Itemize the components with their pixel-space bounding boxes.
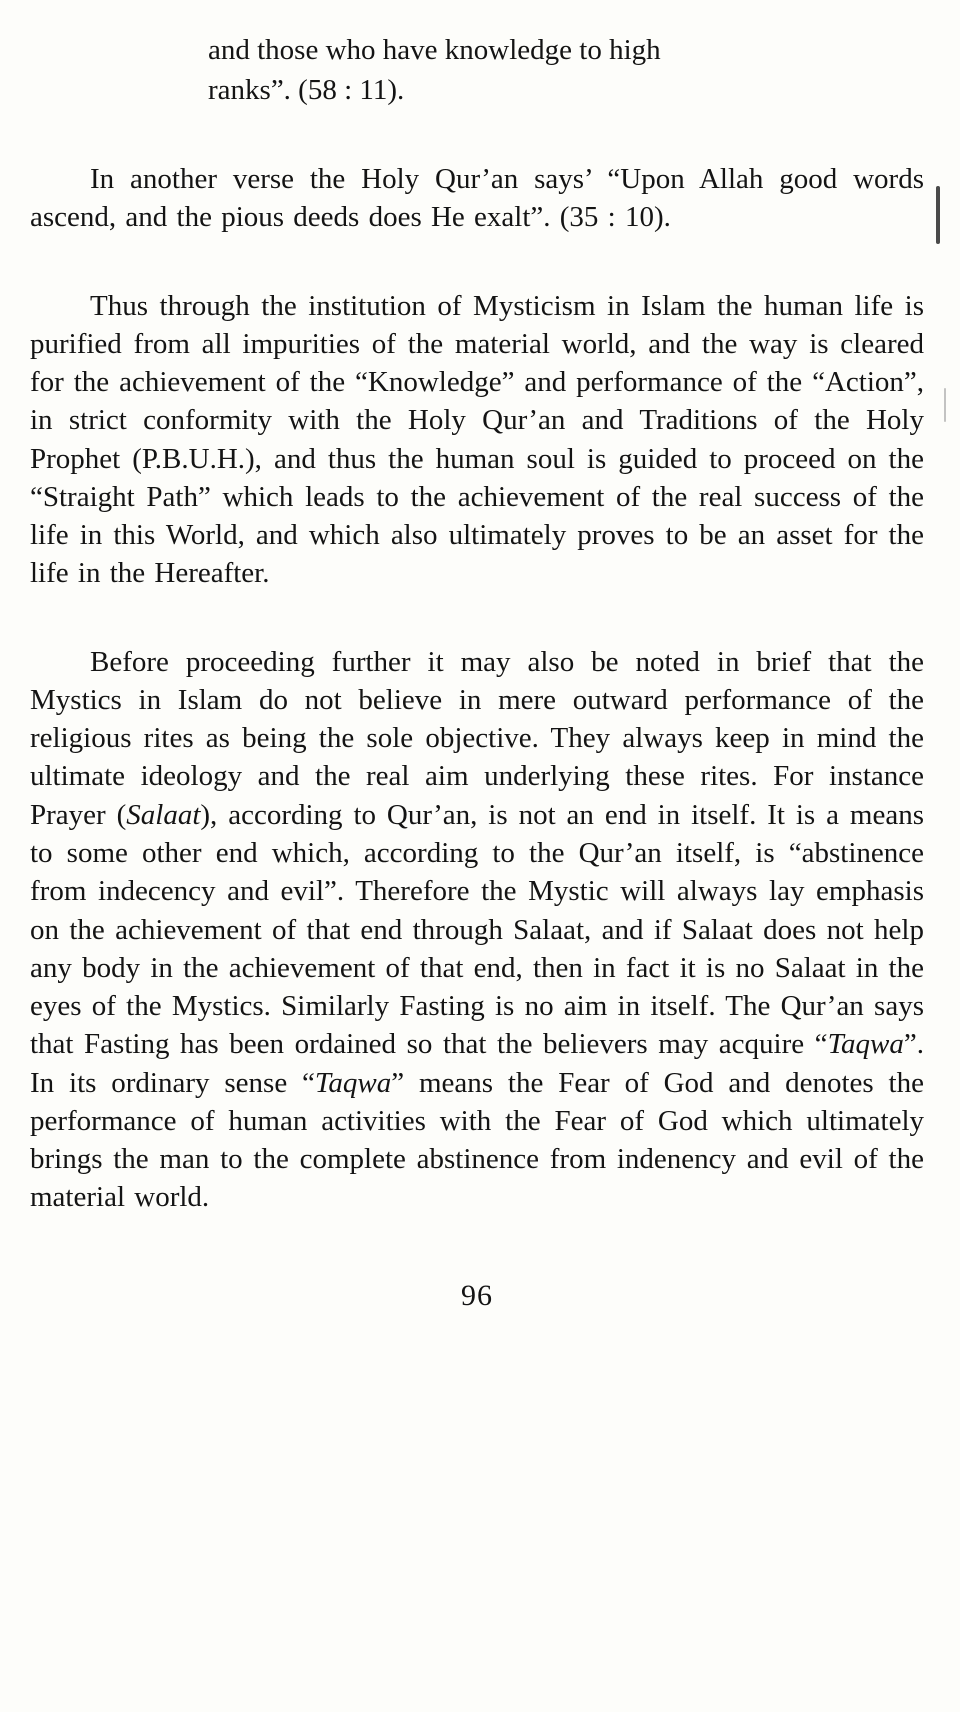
quote-line-1: and those who have knowledge to high <box>208 34 661 66</box>
italic-term: Taqwa <box>314 1066 392 1099</box>
italic-term: Salaat <box>126 798 201 831</box>
paragraph-text: Before proceeding further it may also be noted in brief that the Mystics in Islam do not believe in mere outward performance of the religious rites as being the sole objective. They always keep in mind the ultimate ideology and the real aim underlying these rites. For instance Prayer ( <box>30 645 924 831</box>
paragraph-text: In another verse the Holy Qur’an says’ “Upon Allah good words ascend, and the pious deeds does He exalt”. (35 : 10). <box>30 163 924 234</box>
paragraph <box>30 287 924 593</box>
page-number: 96 <box>461 1278 493 1312</box>
paragraph-text: ” means the Fear of God and denotes the performance of human activities with the Fear of God which ultimately brings the man to the complete abstinence from indenency and evil of the material world. <box>30 1066 924 1214</box>
paragraph-text: Thus through the institution of Mysticism in Islam the human life is purified from all impurities of the material world, and the way is cleared for the achievement of the “Knowledge” and performance of the “Action”, in strict conformity with the Holy Qur’an and Traditions of the Holy Prophet (P.B.U.H.), and thus the human soul is guided to proceed on the “Straight Path” which leads to the achievement of the real success of the life in this World, and which also ultimately proves to be an asset for the life in the Hereafter. <box>30 289 924 590</box>
quote-line-2: ranks”. (58 : 11). <box>208 74 405 107</box>
paragraph <box>30 643 924 1217</box>
scan-artifact <box>936 186 940 244</box>
scan-artifact-faint <box>944 388 946 422</box>
paragraphs <box>30 160 924 1217</box>
italic-term: Taqwa <box>827 1028 904 1061</box>
paragraph-text: ), according to Qur’an, is not an end in itself. It is a means to some other end which, according to the Qur’an itself, is “abstinence from indecency and evil”. Therefore the Mystic will always lay emphasis on the achievement of that end through Salaat, and if Salaat does not help any body in the achievement of that end, then in fact it is no Salaat in the eyes of the Mystics. Similarly Fasting is no aim in itself. The Qur’an says that Fasting has been ordained so that the believers may acquire “ <box>30 798 925 1061</box>
paragraph-text: ”. In its ordinary sense “ <box>30 1028 924 1099</box>
quote-block <box>208 30 924 110</box>
paragraph <box>30 160 924 237</box>
